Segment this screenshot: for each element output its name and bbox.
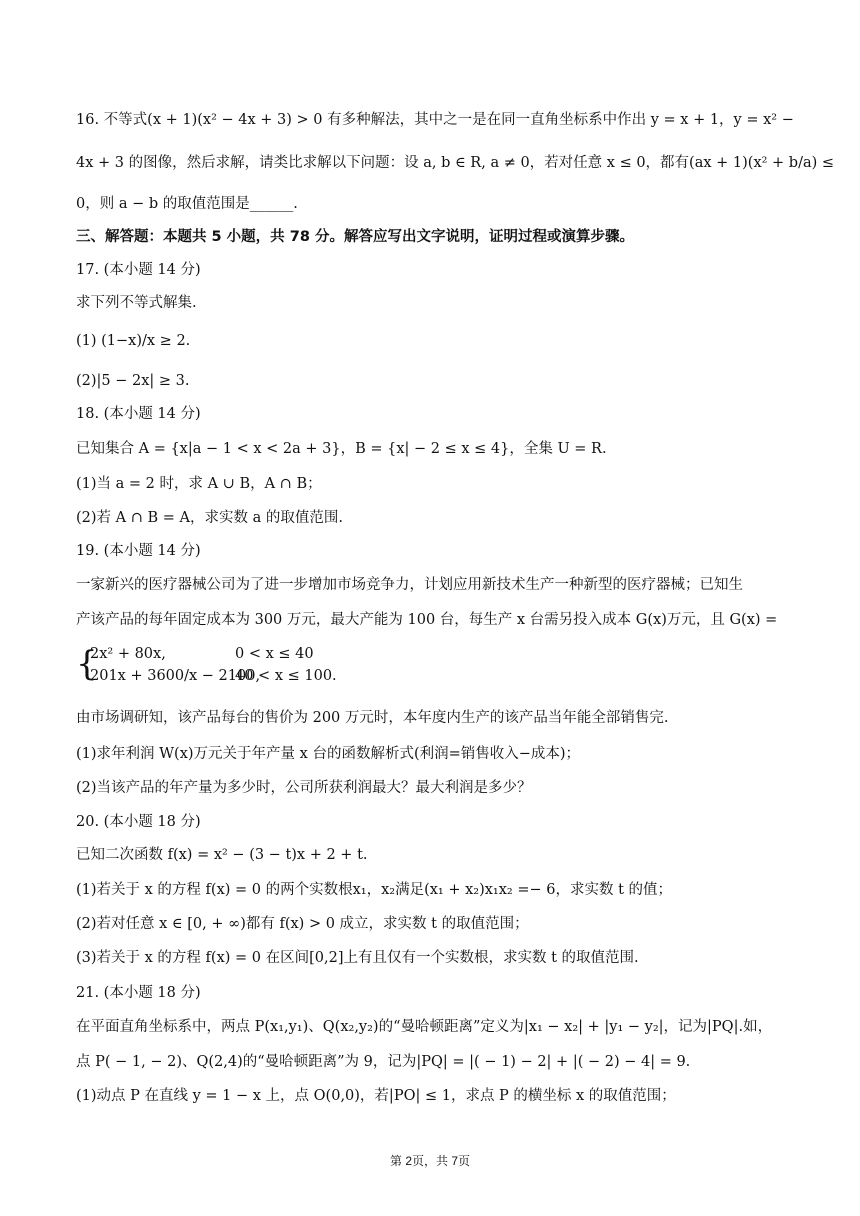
q18-title: 18. (本小题 14 分) bbox=[76, 406, 201, 422]
q19-stem-3: 由市场调研知，该产品每台的售价为 200 万元时，本年度内生产的该产品当年能全部销售完. bbox=[76, 710, 669, 726]
q19-stem-2: 产该产品的每年固定成本为 300 万元，最大产能为 100 台，每生产 x 台需另投入成本 G(x)万元，且 G(x) = bbox=[76, 612, 778, 628]
case1-condition: 0 < x ≤ 40 bbox=[235, 646, 314, 662]
q18-part1: (1)当 a = 2 时，求 A ∪ B，A ∩ B； bbox=[76, 476, 322, 492]
q21-title: 21. (本小题 18 分) bbox=[76, 985, 201, 1001]
q20-part1: (1)若关于 x 的方程 f(x) = 0 的两个实数根x₁，x₂满足(x₁ + x₂)x₁x₂ =− 6，求实数 t 的值； bbox=[76, 882, 673, 898]
q20-title: 20. (本小题 18 分) bbox=[76, 814, 201, 830]
q17-part2: (2)|5 − 2x| ≥ 3. bbox=[76, 373, 190, 389]
q17-part1: (1) (1−x)/x ≥ 2. bbox=[76, 333, 191, 349]
case2-condition: 40 < x ≤ 100. bbox=[235, 668, 337, 684]
q16-line2: 4x + 3 的图像，然后求解，请类比求解以下问题：设 a, b ∈ R, a ≠ 0，若对任意 x ≤ 0，都有(ax + 1)(x² + b/a) ≤ bbox=[76, 155, 835, 171]
q21-part1: (1)动点 P 在直线 y = 1 − x 上，点 O(0,0)，若|PO| ≤ 1，求点 P 的横坐标 x 的取值范围； bbox=[76, 1088, 676, 1104]
q17-stem: 求下列不等式解集. bbox=[76, 295, 197, 311]
q21-stem-2: 点 P( − 1, − 2)、Q(2,4)的“曼哈顿距离”为 9，记为|PQ| = |( − 1) − 2| + |( − 2) − 4| = 9. bbox=[76, 1054, 691, 1070]
q16-line3: 0，则 a − b 的取值范围是______. bbox=[76, 196, 298, 212]
q19-part1: (1)求年利润 W(x)万元关于年产量 x 台的函数解析式(利润=销售收入−成本)； bbox=[76, 746, 581, 762]
q19-part2: (2)当该产品的年产量为多少时，公司所获利润最大？最大利润是多少？ bbox=[76, 780, 532, 796]
q20-stem: 已知二次函数 f(x) = x² − (3 − t)x + 2 + t. bbox=[76, 847, 368, 863]
case1-expression: 2x² + 80x, bbox=[90, 646, 166, 662]
q18-part2: (2)若 A ∩ B = A，求实数 a 的取值范围. bbox=[76, 510, 343, 526]
q19-title: 19. (本小题 14 分) bbox=[76, 543, 201, 559]
q20-part2: (2)若对任意 x ∈ [0, + ∞)都有 f(x) > 0 成立，求实数 t 的取值范围； bbox=[76, 916, 529, 932]
q18-stem: 已知集合 A = {x|a − 1 < x < 2a + 3}，B = {x| − 2 ≤ x ≤ 4}，全集 U = R. bbox=[76, 441, 607, 457]
q20-part3: (3)若关于 x 的方程 f(x) = 0 在区间[0,2]上有且仅有一个实数根，求实数 t 的取值范围. bbox=[76, 950, 639, 966]
q21-stem-1: 在平面直角坐标系中，两点 P(x₁,y₁)、Q(x₂,y₂)的“曼哈顿距离”定义为|x₁ − x₂| + |y₁ − y₂|，记为|PQ|.如， bbox=[76, 1019, 773, 1035]
piecewise-brace: { bbox=[76, 644, 98, 684]
q17-title: 17. (本小题 14 分) bbox=[76, 262, 201, 278]
case2-expression: 201x + 3600/x − 2100, bbox=[90, 668, 261, 684]
q16-line1: 16. 不等式(x + 1)(x² − 4x + 3) > 0 有多种解法，其中之一是在同一直角坐标系中作出 y = x + 1，y = x² − bbox=[76, 112, 794, 128]
section-heading: 三、解答题：本题共 5 小题，共 78 分。解答应写出文字说明，证明过程或演算步骤。 bbox=[76, 229, 634, 245]
q19-stem-1: 一家新兴的医疗器械公司为了进一步增加市场竞争力，计划应用新技术生产一种新型的医疗器械；已知生 bbox=[76, 577, 743, 593]
page-footer: 第 2页，共 7页 bbox=[389, 1154, 471, 1168]
